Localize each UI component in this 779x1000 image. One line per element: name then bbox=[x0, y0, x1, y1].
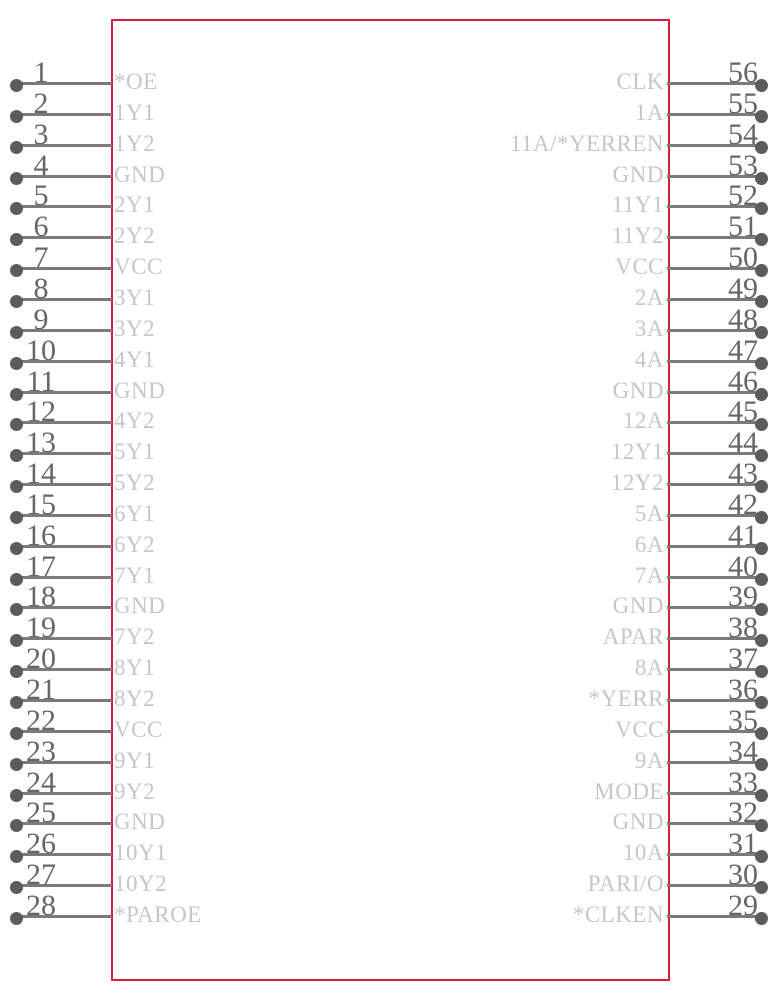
pin-number: 37 bbox=[728, 642, 758, 676]
pin-label: 2Y2 bbox=[114, 223, 156, 249]
pin-number: 53 bbox=[728, 148, 758, 182]
pin-label: 8Y2 bbox=[114, 686, 156, 711]
pin-label: 7Y1 bbox=[114, 562, 156, 588]
pin-label: 12Y2 bbox=[610, 470, 664, 496]
pin-number: 29 bbox=[728, 888, 758, 922]
pin-number: 15 bbox=[26, 487, 56, 521]
pin-number: 50 bbox=[728, 241, 758, 275]
pin-number: 22 bbox=[26, 703, 56, 737]
pin-number: 8 bbox=[33, 271, 49, 305]
pin-label: 8A bbox=[634, 655, 664, 681]
pin-number: 6 bbox=[33, 210, 49, 244]
pin-label: 2A bbox=[634, 284, 664, 310]
pin-label: 10Y2 bbox=[114, 871, 168, 897]
pin-label: APAR bbox=[602, 624, 664, 650]
pin-number: 17 bbox=[26, 549, 56, 583]
pin-number: 19 bbox=[26, 611, 56, 645]
pin-number: 10 bbox=[26, 333, 56, 367]
pin-label: CLK bbox=[616, 69, 664, 94]
pin-label: 9Y1 bbox=[114, 747, 156, 773]
pin-label: 10Y1 bbox=[114, 840, 168, 866]
pin-label: GND bbox=[114, 809, 166, 835]
pin-number: 42 bbox=[728, 487, 758, 521]
pin-label: GND bbox=[114, 161, 166, 187]
pin-label: 11Y1 bbox=[611, 192, 664, 218]
pin-number: 35 bbox=[728, 703, 758, 737]
pin-number: 16 bbox=[26, 518, 56, 552]
pin-number: 34 bbox=[728, 734, 758, 768]
pin-number: 12 bbox=[26, 395, 56, 429]
pin-number: 21 bbox=[26, 673, 56, 706]
pin-label: 9Y2 bbox=[114, 778, 156, 804]
pin-label: GND bbox=[612, 377, 664, 403]
pin-label: 5Y2 bbox=[114, 470, 156, 496]
pin-number: 20 bbox=[26, 642, 56, 676]
pin-label: 2Y1 bbox=[114, 192, 156, 218]
pin-label: *YERR bbox=[588, 686, 664, 711]
pin-number: 1 bbox=[33, 56, 49, 89]
pin-label: 12Y1 bbox=[610, 439, 664, 465]
pin-label: GND bbox=[114, 593, 166, 619]
pin-label: 6A bbox=[634, 531, 664, 557]
pin-number: 30 bbox=[728, 858, 758, 892]
pin-number: 13 bbox=[26, 426, 56, 460]
pin-label: GND bbox=[612, 161, 664, 187]
pin-number: 52 bbox=[728, 179, 758, 213]
pin-number: 54 bbox=[728, 117, 758, 151]
pin-number: 32 bbox=[728, 796, 758, 830]
pin-number: 7 bbox=[33, 241, 49, 275]
pin-label: 3A bbox=[634, 315, 664, 341]
pin-number: 47 bbox=[728, 333, 758, 367]
pin-label: VCC bbox=[114, 254, 163, 280]
pin-number: 48 bbox=[728, 302, 758, 336]
pin-label: GND bbox=[612, 593, 664, 619]
pin-number: 5 bbox=[33, 179, 49, 213]
pin-number: 4 bbox=[33, 148, 49, 182]
pin-number: 44 bbox=[728, 426, 758, 460]
pin-label: 3Y2 bbox=[114, 315, 156, 341]
pin-number: 40 bbox=[728, 549, 758, 583]
pin-number: 9 bbox=[33, 302, 49, 336]
pin-label: 1Y1 bbox=[114, 99, 156, 125]
pin-number: 14 bbox=[26, 457, 56, 491]
pin-number: 27 bbox=[26, 858, 56, 892]
pin-label: 5Y1 bbox=[114, 439, 156, 465]
pin-label: 12A bbox=[622, 408, 664, 434]
pin-label: 3Y1 bbox=[114, 284, 156, 310]
pin-label: 4Y2 bbox=[114, 408, 156, 434]
pin-number: 26 bbox=[26, 827, 56, 861]
pin-label: VCC bbox=[615, 254, 664, 280]
pin-label: VCC bbox=[615, 716, 664, 742]
pin-number: 49 bbox=[728, 271, 758, 305]
pin-number: 3 bbox=[33, 117, 49, 151]
pin-number: 33 bbox=[728, 765, 758, 799]
pin-label: 9A bbox=[634, 747, 664, 773]
pin-label: MODE bbox=[594, 778, 664, 804]
pin-label: *CLKEN bbox=[572, 901, 664, 927]
pin-number: 41 bbox=[728, 518, 758, 552]
pin-label: 1Y2 bbox=[114, 130, 156, 156]
pin-number: 46 bbox=[728, 364, 758, 398]
pin-number: 51 bbox=[728, 210, 758, 244]
pin-label: 7A bbox=[634, 562, 664, 588]
pin-label: 6Y1 bbox=[114, 500, 156, 526]
pin-number: 18 bbox=[26, 580, 56, 614]
pin-label: 11Y2 bbox=[611, 223, 664, 249]
pin-label: *PAROE bbox=[114, 901, 202, 927]
pin-label: VCC bbox=[114, 716, 163, 742]
pin-number: 24 bbox=[26, 765, 56, 799]
pin-label: PARI/O bbox=[587, 871, 664, 897]
pin-number: 25 bbox=[26, 796, 56, 830]
pin-label: 5A bbox=[634, 500, 664, 526]
pin-number: 2 bbox=[33, 86, 49, 120]
pin-label: 10A bbox=[622, 840, 664, 866]
pin-number: 36 bbox=[728, 673, 758, 706]
pin-number: 39 bbox=[728, 580, 758, 614]
pin-number: 56 bbox=[728, 56, 758, 89]
pin-label: 11A/*YERREN bbox=[509, 130, 664, 156]
pin-number: 45 bbox=[728, 395, 758, 429]
pin-number: 28 bbox=[26, 888, 56, 922]
pin-label: 4Y1 bbox=[114, 346, 156, 372]
pin-label: GND bbox=[612, 809, 664, 835]
pin-label: GND bbox=[114, 377, 166, 403]
pin-number: 23 bbox=[26, 734, 56, 768]
pin-label: 6Y2 bbox=[114, 531, 156, 557]
pin-number: 55 bbox=[728, 86, 758, 120]
pin-label: 7Y2 bbox=[114, 624, 156, 650]
pin-number: 11 bbox=[26, 364, 56, 398]
pin-number: 38 bbox=[728, 611, 758, 645]
pin-number: 31 bbox=[728, 827, 758, 861]
pin-label: *OE bbox=[114, 69, 158, 94]
pin-label: 1A bbox=[634, 99, 664, 125]
pin-label: 8Y1 bbox=[114, 655, 156, 681]
pin-label: 4A bbox=[634, 346, 664, 372]
pin-number: 43 bbox=[728, 457, 758, 491]
